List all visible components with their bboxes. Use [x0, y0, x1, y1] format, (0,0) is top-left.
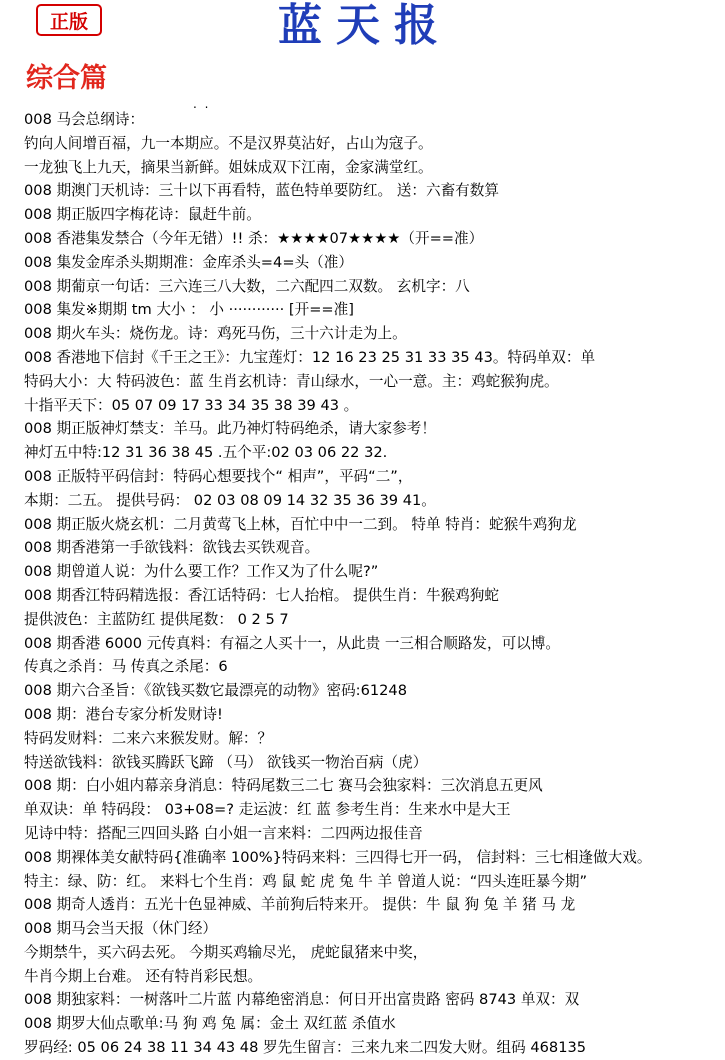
text-line: 008 期曾道人说：为什么要工作？工作又为了什么呢?”: [24, 563, 379, 581]
text-line: 008 期香港第一手欲钱料：欲钱去买铁观音。: [24, 539, 320, 557]
text-line: 罗码经: 05 06 24 38 11 34 43 48 罗先生留言：三来九来二四发大财。组码 468135: [24, 1039, 587, 1057]
text-line: 特码发财料：二来六来猴发财。解：？: [24, 729, 273, 747]
text-line: 钓向人间增百福，九一本期应。不是汉界莫沾好，占山为寇子。: [24, 134, 433, 152]
text-line: 008 期正版四字梅花诗：鼠赶牛前。: [24, 206, 261, 224]
text-line: 008 期澳门天机诗：三十以下再看特，蓝色特单要防红。 送：六畜有数算: [24, 182, 499, 200]
text-line: 提供波色：主蓝防红 提供尾数： 0 2 5 7: [24, 610, 289, 628]
text-line: 008 香港地下信封《千王之王》：九宝莲灯：12 16 23 25 31 33 35 43。特码单双：单: [24, 348, 596, 366]
text-line: 008 马会总纲诗：: [24, 111, 145, 128]
text-line: 008 期：港台专家分析发财诗!: [24, 705, 223, 723]
text-line: 十指平天下：05 07 09 17 33 34 35 38 39 43 。: [24, 396, 359, 414]
text-line: 特码大小：大 特码波色：蓝 生肖玄机诗：青山绿水，一心一意。主：鸡蛇猴狗虎。: [24, 372, 559, 390]
text-line: 本期：二五。 提供号码： 02 03 08 09 14 32 35 36 39 41。: [24, 491, 436, 509]
text-line: 单双诀：单 特码段： 03+08=? 走运波：红 蓝 参考生肖：生来水中是大王: [24, 801, 511, 819]
text-line: 008 期奇人透肖：五光十色显神威、羊前狗后特来开。 提供：牛 鼠 狗 兔 羊 猪 马 龙: [24, 896, 576, 914]
text-line: 008 期裸体美女献特码{准确率 100%}特码来料：三四得七开一码， 信封料：三七相逢做大戏。: [24, 848, 652, 866]
text-line: 特送欲钱料：欲钱买腾跃飞蹄 （马） 欲钱买一物治百病（虎）: [24, 753, 428, 771]
text-line: 见诗中特：搭配三四回头路 白小姐一言来料：二四两边报佳音: [24, 824, 423, 842]
text-line: 008 集发※期期 tm 大小 ： 小 ············ [开==准]: [24, 301, 354, 319]
text-line: 008 集发金库杀头期期准：金库杀头=4=头（准）: [24, 253, 353, 271]
text-line: 008 香港集发禁合（今年无错）!! 杀：★★★★07★★★★（开==准）: [24, 229, 484, 247]
text-line: 008 期葡京一句话：三六连三八大数，二六配四二双数。 玄机字：八: [24, 277, 470, 295]
text-line: 008 期香港 6000 元传真料：有福之人买十一，从此贵 一三相合顺路发，可以博。: [24, 634, 560, 652]
text-line: 今期禁牛，买六码去死。 今期买鸡输尽光， 虎蛇鼠猪来中奖，: [24, 943, 428, 961]
section-title: 综合篇: [26, 63, 107, 94]
text-line: 008 期独家料：一树落叶二片蓝 内幕绝密消息：何日开出富贵路 密码 8743 单双：双: [24, 991, 580, 1009]
decorative-dots: . .: [193, 97, 211, 111]
text-line: 008 期正版火烧玄机：二月黄莺飞上林，百忙中中一二到。 特单 特肖：蛇猴牛鸡狗龙: [24, 515, 577, 533]
article-body: [24, 108, 720, 1060]
text-line: 牛肖今期上台难。 还有特肖彩民想。: [24, 967, 263, 985]
zhengban-stamp: 正版: [36, 4, 102, 36]
text-line: 008 期正版神灯禁支：羊马。此乃神灯特码绝杀，请大家参考！: [24, 420, 436, 438]
text-line: 008 期马会当天报（休门经）: [24, 920, 218, 938]
newspaper-title: 蓝天报: [278, 0, 452, 51]
text-line: 008 期六合圣旨：《欲钱买数它最漂亮的动物》密码:61248: [24, 682, 408, 700]
text-line: 008 期火车头：烧伤龙。诗：鸡死马伤，三十六计走为上。: [24, 325, 407, 343]
text-line: 008 期：白小姐内幕亲身消息：特码尾数三二七 赛马会独家料：三次消息五更风: [24, 777, 543, 795]
text-line: 神灯五中特:12 31 36 38 45 .五个平:02 03 06 22 32.: [24, 444, 388, 462]
text-line: 特主：绿、防：红。 来料七个生肖：鸡 鼠 蛇 虎 兔 牛 羊 曾道人说：“四头连旺暴今期”: [24, 872, 588, 890]
text-line: 008 正版特平码信封：特码心想要找个“ 相声”，平码“二”，: [24, 467, 413, 485]
text-line: 一龙独飞上九天，摘果当新鲜。姐妹成双下江南，金家满堂红。: [24, 158, 433, 176]
text-line: 008 期香江特码精选报：香江话特码：七人抬棺。 提供生肖：牛猴鸡狗蛇: [24, 586, 499, 604]
text-line: 008 期罗大仙点歌单:马 狗 鸡 兔 属：金土 双红蓝 杀值水: [24, 1015, 396, 1033]
text-line: 传真之杀肖：马 传真之杀尾：6: [24, 658, 228, 676]
